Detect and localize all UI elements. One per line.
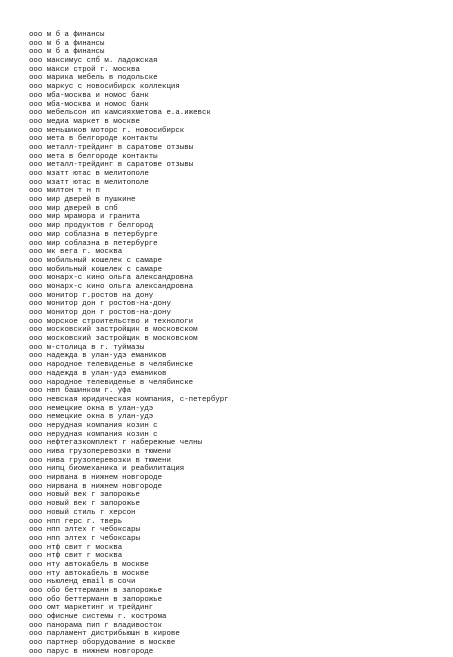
text-line: ооо милтон т н п	[29, 187, 100, 196]
text-line: ооо мзатт ютас в мелитополе	[29, 178, 149, 187]
text-line: ооо максимус спб м. ладожская	[29, 57, 158, 66]
text-line: ооо народное телевиденье в челябинске	[29, 361, 194, 370]
text-line: ооо нефтегазкомплект г набережные челны	[29, 439, 202, 448]
text-line: ооо морское строительство и технологи	[29, 317, 194, 326]
text-line: ооо невская юридическая компания, с-петербург	[29, 395, 229, 404]
text-line: ооо ньюленд email в сочи	[29, 578, 136, 587]
text-line: ооо мир дверей в пушкине	[29, 196, 136, 205]
text-line: ооо мета в белгороде контакты	[29, 152, 158, 161]
text-line: ооо нпп элтех г чебоксары	[29, 534, 140, 543]
text-line: ооо металл-трейдинг в саратове отзывы	[29, 161, 194, 170]
text-line: ооо нвп башинком г. уфа	[29, 387, 132, 396]
text-line: ооо нту автокабель в москве	[29, 560, 149, 569]
text-line: ооо московский застройщик в московском	[29, 335, 198, 344]
text-line: ооо мир соблазна в петербурге	[29, 230, 158, 239]
text-line: ооо м б а финансы	[29, 39, 105, 48]
text-line: ооо нерудная компания козин с	[29, 421, 158, 430]
text-line: ооо нирвана в нижнем новгороде	[29, 482, 163, 491]
text-line: ооо мир соблазна в петербурге	[29, 239, 158, 248]
text-line: ооо новый век г запорожье	[29, 491, 140, 500]
text-line: ооо мба-москва и номос банк	[29, 91, 149, 100]
text-line: ооо нипц биомеханика и реабилитация	[29, 465, 185, 474]
text-line: ооо парламент дистрибьюшн в кирове	[29, 630, 180, 639]
text-line: ооо мебельсон ип камсияхметова е.а.ижевск	[29, 109, 211, 118]
text-line: ооо монитор дон г ростов-на-дону	[29, 309, 171, 317]
text-line: ооо мета в белгороде контакты	[29, 135, 158, 144]
text-line: ооо немецкие окна в улан-удэ	[29, 413, 154, 422]
text-line: ооо медиа маркет в москве	[29, 117, 140, 126]
text-line: ооо надежда в улан-удэ емаников	[29, 369, 167, 378]
text-line: ооо нирвана в нижнем новгороде	[29, 474, 163, 483]
text-line: ооо московский застройщик в московском	[29, 326, 198, 335]
text-line: ооо монитор г.ростов на дону	[29, 291, 154, 300]
text-line: ооо надежда в улан-удэ емаников	[29, 352, 167, 361]
text-line: ооо новый век г запорожье	[29, 500, 140, 509]
text-line: ооо маркус с новосибирск коллекция	[29, 83, 180, 92]
text-line: ооо нива грузоперевозки в тюмени	[29, 448, 171, 456]
text-line: ооо омт маркетинг и трейдинг	[29, 604, 154, 613]
text-line: ооо нпп элтех г чебоксары	[29, 526, 140, 535]
text-line: ооо м б а финансы	[29, 48, 105, 57]
text-line: ооо нтф свит г москва	[29, 543, 123, 552]
text-line: ооо обо беттерманн в запорожье	[29, 595, 163, 604]
text-line: ооо мир мрамора и гранита	[29, 213, 140, 222]
text-line: ооо нту автокабель в москве	[29, 569, 149, 578]
text-line: ооо парус в нижнем новгороде	[29, 647, 154, 656]
text-line: ооо офисные системы г. кострома	[29, 613, 167, 622]
text-lines	[29, 31, 229, 657]
text-line: ооо партнер оборудование в москве	[29, 639, 176, 648]
text-line: ооо монарх-с кино ольга александровна	[29, 274, 194, 283]
text-line: ооо мир дверей в спб	[29, 204, 118, 213]
text-line: ооо нпп герс г. тверь	[29, 517, 123, 526]
text-line: ооо мобильный кошелек с самаре	[29, 256, 163, 265]
text-line: ооо нтф свит г москва	[29, 552, 123, 561]
text-line: ооо нива грузоперевозки в тюмени	[29, 456, 171, 465]
text-line: ооо м б а финансы	[29, 31, 105, 39]
text-line: ооо монитор дон г ростов-на-дону	[29, 300, 171, 309]
text-line: ооо мк вега г. москва	[29, 248, 123, 257]
text-line: ооо нерудная компания козин с	[29, 430, 158, 439]
text-line: ооо обо беттерманн в запорожье	[29, 587, 163, 595]
text-line: ооо мзатт ютас в мелитополе	[29, 170, 149, 178]
text-line: ооо немецкие окна в улан-удэ	[29, 404, 154, 413]
text-line: ооо мир продуктов г белгород	[29, 222, 154, 231]
text-line: ооо мба-москва и номос банк	[29, 100, 149, 109]
text-line: ооо макси строй г. москва	[29, 65, 140, 74]
text-line: ооо панорама пип г владивосток	[29, 621, 163, 630]
text-line: ооо м-столица в г. туймазы	[29, 343, 145, 352]
text-line: ооо народное телевиденье в челябинске	[29, 378, 194, 387]
text-line: ооо металл-трейдинг в саратове отзывы	[29, 143, 194, 152]
text-line: ооо новый стиль г херсон	[29, 508, 136, 517]
text-line: ооо марика мебель в подольске	[29, 74, 158, 83]
text-line: ооо монарх-с кино ольга александровна	[29, 282, 194, 291]
text-line: ооо мобильный кошелек с самаре	[29, 265, 163, 274]
text-line: ооо меньшиков моторс г. новосибирск	[29, 126, 185, 135]
